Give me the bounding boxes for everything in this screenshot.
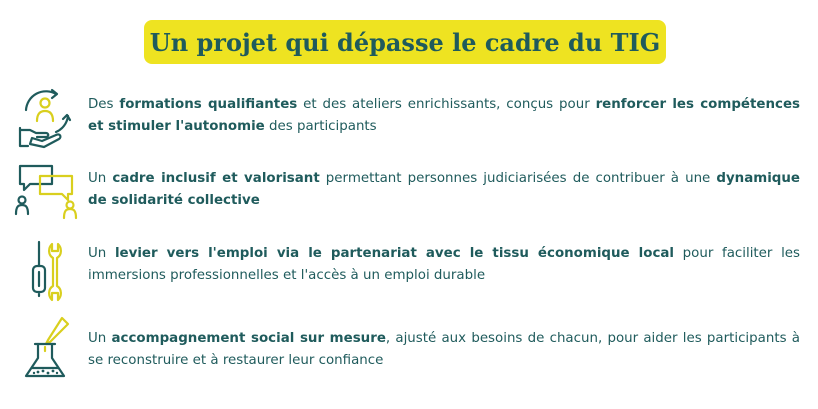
title-banner: [144, 20, 666, 64]
people-speech-bubbles-icon: [12, 162, 78, 228]
lab-flask-pipette-icon: [12, 314, 78, 380]
screwdriver-wrench-icon: [12, 238, 78, 304]
item-text: Des formations qualifiantes et des ateliers enrichissants, conçus pour renforcer les compétences et stimuler l'autonomie des participants: [88, 97, 800, 134]
hand-person-cycle-icon: [12, 86, 78, 152]
item-text: Un cadre inclusif et valorisant permettant personnes judiciarisées de contribuer à une dynamique de solidarité collective: [88, 171, 800, 208]
item-text: Un accompagnement social sur mesure, ajusté aux besoins de chacun, pour aider les participants à se reconstruire et à restaurer leur confiance: [88, 331, 800, 368]
page-title: Un projet qui dépasse le cadre du TIG: [149, 27, 661, 57]
item-text: Un levier vers l'emploi via le partenariat avec le tissu économique local pour faciliter les immersions professionnelles et l'accès à un emploi durable: [88, 246, 801, 283]
